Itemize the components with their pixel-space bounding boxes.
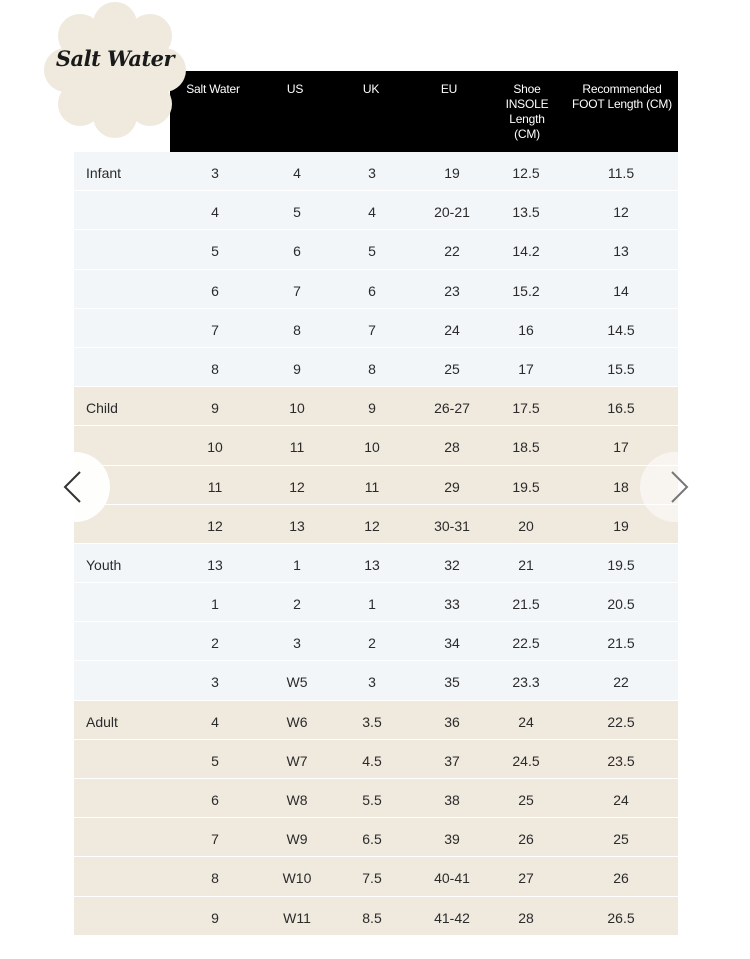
table-row <box>74 857 678 896</box>
table-cell: 30-31 <box>434 517 470 534</box>
table-cell: 14 <box>613 282 629 299</box>
row-group-label: Infant <box>86 165 122 181</box>
table-cell: 26 <box>613 870 629 887</box>
table-cell: 13 <box>613 243 629 260</box>
table-cell: 3 <box>211 165 219 181</box>
logo-badge <box>42 2 188 138</box>
table-cell: 4 <box>293 165 301 181</box>
table-cell: 22.5 <box>607 713 635 730</box>
table-cell: 12 <box>613 204 629 221</box>
row-group-label <box>86 426 166 465</box>
table-row <box>74 505 678 544</box>
table-cell: 6 <box>293 243 301 260</box>
table-row <box>74 583 678 622</box>
table-cell: 28 <box>444 439 460 456</box>
table-cell: 40-41 <box>434 870 470 887</box>
table-cell: 5 <box>293 204 301 221</box>
table-cell: 5.5 <box>362 792 382 808</box>
table-cell: 10 <box>289 400 305 417</box>
table-cell: 2 <box>293 596 301 613</box>
row-group-label: Youth <box>86 556 122 573</box>
row-group-label: Adult <box>86 713 118 730</box>
table-cell: 13.5 <box>512 204 540 221</box>
table-cell: 11 <box>289 439 305 456</box>
table-cell: W11 <box>283 909 311 926</box>
table-header <box>170 71 678 152</box>
table-cell: 11 <box>207 478 223 495</box>
table-cell: 24.5 <box>512 752 540 769</box>
table-cell: W10 <box>282 870 312 887</box>
table-cell: 25 <box>518 792 534 808</box>
table-cell: 24 <box>444 321 460 338</box>
table-cell: 5 <box>211 752 219 769</box>
table-cell: W7 <box>286 752 308 769</box>
table-row <box>74 309 678 348</box>
table-cell: 34 <box>444 635 460 652</box>
table-cell: 37 <box>444 752 460 769</box>
table-cell: 2 <box>368 635 376 652</box>
chevron-left-icon <box>62 470 84 504</box>
table-cell: 8.5 <box>362 909 382 926</box>
table-cell: 17 <box>518 360 534 377</box>
table-cell: 26 <box>518 831 534 848</box>
table-cell: 20.5 <box>607 596 635 613</box>
table-cell: 23 <box>444 282 460 299</box>
table-cell: 14.2 <box>512 243 540 260</box>
row-group-label <box>86 740 166 779</box>
table-cell: 17.5 <box>512 400 540 417</box>
table-cell: 8 <box>211 360 219 377</box>
table-cell: 16.5 <box>607 400 635 417</box>
size-table-body <box>74 152 678 936</box>
table-cell: 7 <box>211 831 219 848</box>
table-cell: 24 <box>518 713 534 730</box>
table-row <box>74 387 678 426</box>
table-cell: 4 <box>211 204 219 221</box>
table-cell: 14.5 <box>607 321 635 338</box>
table-cell: W9 <box>286 831 308 848</box>
table-cell: 5 <box>368 243 376 260</box>
table-cell: 13 <box>289 517 305 534</box>
table-cell: 36 <box>444 713 460 730</box>
table-cell: 38 <box>444 792 460 808</box>
header-foot-length: Recommended FOOT Length (CM) <box>572 82 672 111</box>
table-row <box>74 191 678 230</box>
table-cell: 3.5 <box>362 713 382 730</box>
table-cell: 25 <box>444 360 460 377</box>
table-cell: 19.5 <box>512 478 540 495</box>
table-row <box>74 348 678 387</box>
table-row <box>74 270 678 309</box>
table-cell: 26-27 <box>434 400 470 417</box>
table-cell: 3 <box>368 165 376 181</box>
table-row <box>74 701 678 740</box>
table-cell: 5 <box>211 243 219 260</box>
header-uk: UK <box>362 82 380 96</box>
table-cell: 22 <box>444 243 460 260</box>
table-cell: 19 <box>613 517 629 534</box>
table-cell: 26.5 <box>607 909 635 926</box>
row-group-label <box>86 309 166 348</box>
row-group-label <box>86 779 166 818</box>
chevron-right-icon <box>668 470 690 504</box>
table-cell: 7 <box>293 282 301 299</box>
table-cell: 1 <box>368 596 376 613</box>
table-cell: 32 <box>444 556 460 573</box>
table-cell: 21.5 <box>607 635 635 652</box>
table-cell: 23.3 <box>512 674 540 691</box>
table-cell: 41-42 <box>434 909 470 926</box>
row-group-label <box>86 818 166 857</box>
table-cell: W8 <box>286 792 308 808</box>
table-cell: 18 <box>613 478 629 495</box>
table-cell: 18.5 <box>512 439 540 456</box>
table-cell: 12 <box>364 517 380 534</box>
table-cell: 35 <box>444 674 460 691</box>
table-cell: 9 <box>368 400 376 417</box>
table-cell: 11 <box>364 478 380 495</box>
table-cell: 16 <box>518 321 534 338</box>
table-cell: 33 <box>444 596 460 613</box>
table-row <box>74 661 678 700</box>
row-group-label <box>86 191 166 230</box>
table-cell: 19 <box>444 165 460 181</box>
table-cell: 7.5 <box>362 870 382 887</box>
table-cell: 12.5 <box>512 165 540 181</box>
table-cell: 23.5 <box>607 752 635 769</box>
table-cell: 7 <box>368 321 376 338</box>
row-group-label <box>86 230 166 269</box>
table-cell: 25 <box>613 831 629 848</box>
table-row <box>74 426 678 465</box>
table-cell: 6 <box>211 282 219 299</box>
table-row <box>74 622 678 661</box>
header-insole-length: Shoe INSOLE Length (CM) <box>505 82 549 141</box>
table-cell: 8 <box>368 360 376 377</box>
table-cell: 20 <box>518 517 534 534</box>
table-cell: 39 <box>444 831 460 848</box>
table-row <box>74 230 678 269</box>
table-cell: 29 <box>444 478 460 495</box>
table-cell: 10 <box>364 439 380 456</box>
table-cell: 10 <box>207 439 223 456</box>
table-row <box>74 152 678 191</box>
table-row <box>74 897 678 936</box>
row-group-label <box>86 661 166 700</box>
row-group-label <box>86 622 166 661</box>
table-cell: 13 <box>207 556 223 573</box>
table-cell: 12 <box>207 517 223 534</box>
table-cell: 6 <box>368 282 376 299</box>
table-cell: 1 <box>211 596 219 613</box>
table-row <box>74 544 678 583</box>
table-cell: 27 <box>518 870 534 887</box>
row-group-label <box>86 857 166 896</box>
table-cell: 1 <box>293 556 301 573</box>
table-cell: 20-21 <box>434 204 470 221</box>
row-group-label: Child <box>86 400 118 417</box>
header-eu: EU <box>440 82 458 96</box>
row-group-label <box>86 583 166 622</box>
table-cell: 7 <box>211 321 219 338</box>
table-cell: 3 <box>368 674 376 691</box>
table-row <box>74 740 678 779</box>
table-cell: 21 <box>518 556 534 573</box>
table-cell: 21.5 <box>512 596 540 613</box>
table-cell: 6.5 <box>362 831 382 848</box>
table-cell: 15.5 <box>607 360 635 377</box>
table-row <box>74 779 678 818</box>
table-cell: 22 <box>613 674 629 691</box>
table-cell: 2 <box>211 635 219 652</box>
table-cell: 28 <box>518 909 534 926</box>
table-cell: 12 <box>289 478 305 495</box>
table-cell: W5 <box>286 674 308 691</box>
table-cell: 9 <box>293 360 301 377</box>
row-group-label <box>86 897 166 936</box>
header-salt-water: Salt Water <box>186 82 240 96</box>
table-cell: 8 <box>211 870 219 887</box>
row-group-label <box>86 270 166 309</box>
table-cell: 4.5 <box>362 752 382 769</box>
table-cell: 15.2 <box>512 282 540 299</box>
next-slide-button[interactable] <box>640 452 710 522</box>
table-cell: 4 <box>368 204 376 221</box>
table-cell: 17 <box>613 439 629 456</box>
table-row <box>74 818 678 857</box>
table-cell: 13 <box>364 556 380 573</box>
table-cell: 3 <box>211 674 219 691</box>
table-cell: 4 <box>211 713 219 730</box>
table-cell: 19.5 <box>607 556 635 573</box>
row-group-label <box>86 348 166 387</box>
prev-slide-button[interactable] <box>40 452 110 522</box>
table-cell: W6 <box>286 713 308 730</box>
table-cell: 11.5 <box>607 165 635 181</box>
table-cell: 9 <box>211 909 219 926</box>
table-cell: 6 <box>211 792 219 808</box>
brand-logo-text: Salt Water <box>55 46 175 71</box>
table-cell: 8 <box>293 321 301 338</box>
table-row <box>74 466 678 505</box>
header-us: US <box>286 82 304 96</box>
table-cell: 3 <box>293 635 301 652</box>
table-cell: 9 <box>211 400 219 417</box>
table-cell: 24 <box>613 792 629 808</box>
table-cell: 22.5 <box>512 635 540 652</box>
